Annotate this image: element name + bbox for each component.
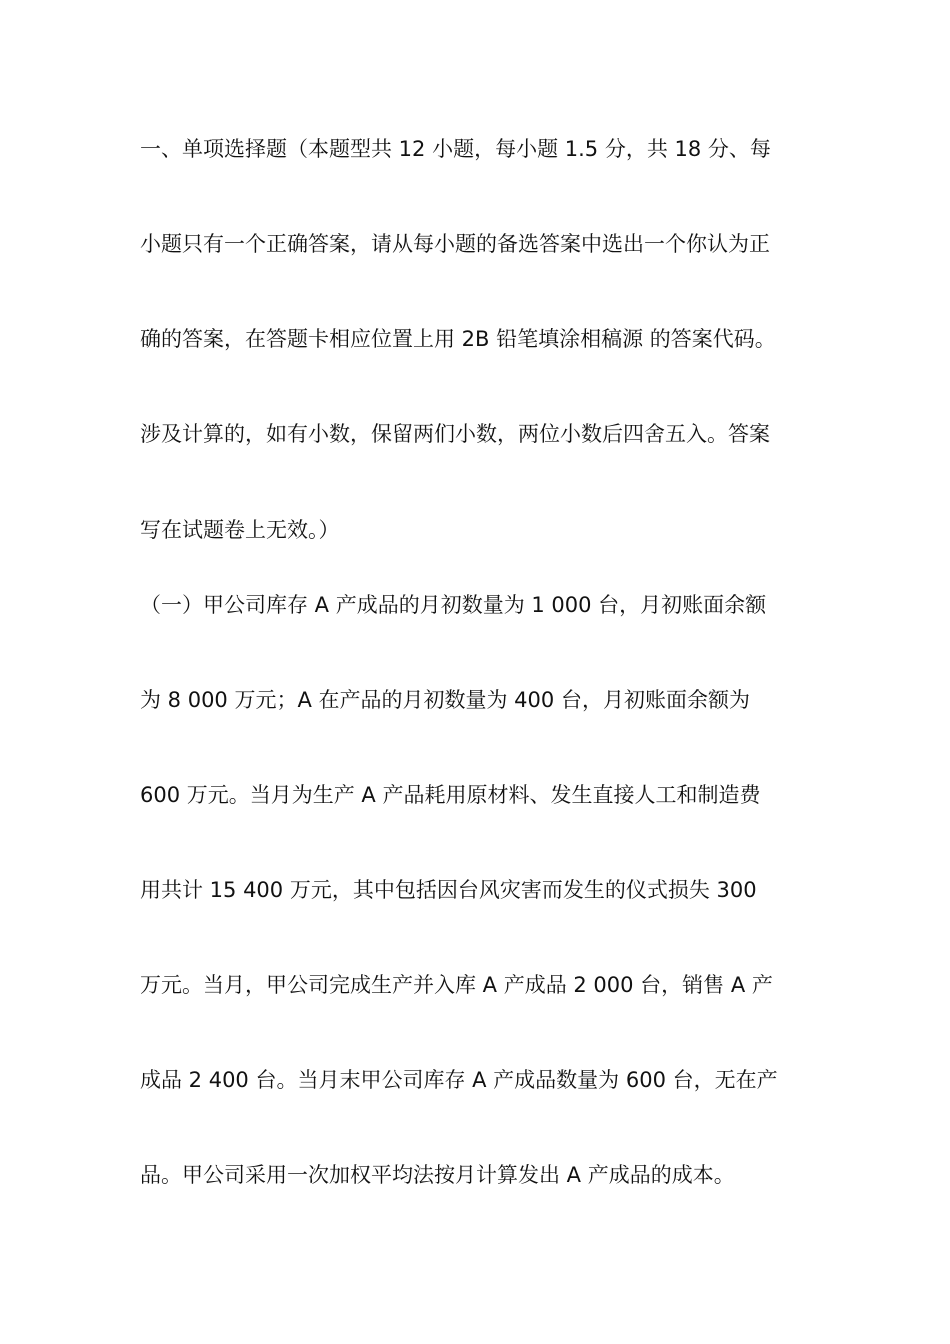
question-text-line: 成品 2 400 台。当月末甲公司库存 A 产成品数量为 600 台，无在产: [140, 1068, 778, 1092]
section-heading-line: 一、单项选择题（本题型共 12 小题，每小题 1.5 分，共 18 分、每: [140, 137, 771, 161]
instruction-line: 写在试题卷上无效。）: [140, 518, 340, 542]
question-text-line: 600 万元。当月为生产 A 产品耗用原材料、发生直接人工和制造费: [140, 783, 761, 807]
question-text-line: 用共计 15 400 万元，其中包括因台风灾害而发生的仪式损失 300: [140, 878, 757, 902]
instruction-line: 涉及计算的，如有小数，保留两们小数，两位小数后四舍五入。答案: [140, 422, 770, 446]
question-text-line: 品。甲公司采用一次加权平均法按月计算发出 A 产成品的成本。: [140, 1163, 735, 1187]
question-text-line: 万元。当月，甲公司完成生产并入库 A 产成品 2 000 台，销售 A 产: [140, 973, 773, 997]
instruction-line: 小题只有一个正确答案，请从每小题的备选答案中选出一个你认为正: [140, 232, 770, 256]
instruction-line: 确的答案，在答题卡相应位置上用 2B 铅笔填涂相稿源 的答案代码。: [140, 327, 776, 351]
question-text-line: 为 8 000 万元；A 在产品的月初数量为 400 台，月初账面余额为: [140, 688, 750, 712]
question-heading-line: （一）甲公司库存 A 产成品的月初数量为 1 000 台，月初账面余额: [140, 593, 767, 617]
